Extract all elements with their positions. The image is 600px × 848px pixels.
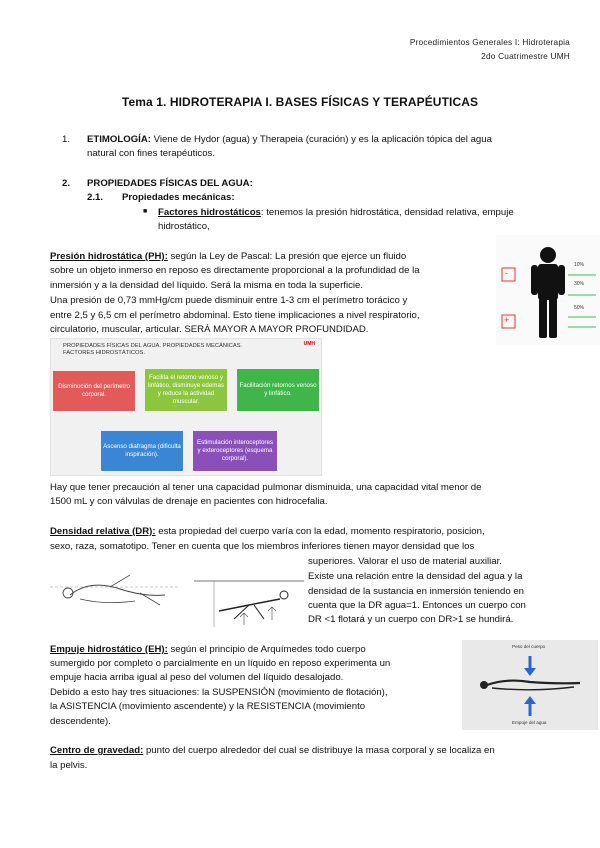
header-course: Procedimientos Generales I: Hidroterapia [409, 37, 570, 47]
slide-tile-3: Facilitación retornos venoso y linfático. [237, 369, 319, 411]
page-title: Tema 1. HIDROTERAPIA I. BASES FÍSICAS Y TERAPÉUTICAS [121, 95, 479, 109]
buoyancy-bottom-label: Empuje del agua [512, 720, 547, 725]
floating-figure-1 [50, 565, 180, 620]
bullet-line-1 [158, 206, 514, 220]
slide-tile-4: Ascenso diafragma (dificulta inspiración). [101, 431, 183, 471]
buoyancy-figure [462, 640, 598, 730]
pressure-label-10: 10% [574, 262, 585, 268]
section-1-text-2: natural con fines terapéuticos. [87, 148, 215, 159]
section-2-1-number: 2.1. [87, 192, 104, 203]
slide-logo: UMH [303, 341, 315, 347]
cg-text-1: punto del cuerpo alrededor del cual se distribuye la masa corporal y se localiza en [143, 745, 495, 756]
ph-line-5: entre 2,5 y 6,5 cm el perímetro abdominal. Esto tiene implicaciones a nivel respiratorio, [50, 310, 420, 321]
hydrostatic-slide [50, 338, 322, 476]
person-silhouette-icon [496, 235, 600, 345]
dr-line-6: cuenta que la DR agua=1. Entonces un cuerpo con [308, 600, 526, 611]
bullet-text-2: hidrostático, [158, 221, 210, 232]
section-2-number: 2. [62, 178, 71, 189]
slide-title-1: PROPIEDADES FÍSICAS DEL AGUA. PROPIEDADES MECÁNICAS. [63, 343, 243, 349]
ph-label: Presión hidrostática (PH): [50, 251, 168, 262]
bullet-text-1: : tenemos la presión hidrostática, densidad relativa, empuje [260, 207, 514, 218]
ph-caution-line-1: Hay que tener precaución al tener una capacidad pulmonar disminuida, una capacidad vital menor de [50, 482, 482, 493]
ph-text-1: según la Ley de Pascal: La presión que ejerce un fluido [167, 251, 407, 262]
slide-tile-1: Disminución del perímetro corporal. [53, 371, 135, 411]
buoyancy-diagram-icon [462, 640, 598, 730]
dr-line-3: superiores. Valorar el uso de material auxiliar. [308, 556, 502, 567]
pressure-figure [496, 235, 600, 345]
section-1-line-1 [87, 133, 571, 147]
floating-person-icon [50, 565, 180, 620]
section-2-label: PROPIEDADES FÍSICAS DEL AGUA: [87, 178, 253, 189]
dr-line-2: sexo, raza, somatotipo. Tener en cuenta que los miembros inferiores tienen mayor densidad que los [50, 541, 475, 552]
eh-text-1: según el principio de Arquímedes todo cuerpo [167, 644, 366, 655]
slide-tile-5: Estimulación interoceptores y exteroceptores (esquema corporal). [193, 431, 277, 471]
eh-line-3: empuje hacia arriba igual al peso del volumen del líquido desalojado. [50, 672, 344, 683]
buoyancy-top-label: Peso del cuerpo [512, 644, 546, 649]
eh-label: Empuje hidrostático (EH): [50, 644, 168, 655]
floating-figure-2 [194, 575, 304, 631]
bullet-label: Factores hidrostáticos [158, 207, 261, 218]
dr-text-1: esta propiedad del cuerpo varía con la edad, momento respiratorio, posicion, [155, 526, 485, 537]
eh-line-1 [50, 643, 450, 657]
pressure-label-50: 50% [574, 305, 585, 311]
ph-line-4: Una presión de 0,73 mmHg/cm puede disminuir entre 1-3 cm el perímetro torácico y [50, 295, 408, 306]
sinking-person-icon [194, 575, 304, 631]
dr-line-4: Existe una relación entre la densidad del agua y la [308, 571, 523, 582]
section-1-text-1: Viene de Hydor (agua) y Therapeia (curación) y es la aplicación tópica del agua [150, 134, 492, 145]
minus-sign: - [505, 268, 508, 278]
dr-line-7: DR <1 flotará y un cuerpo con DR>1 se hundirá. [308, 614, 514, 625]
slide-tile-2: Facilita el retorno venoso y linfático, disminuye edemas y reduce la actividad muscular. [145, 369, 227, 411]
pressure-label-30: 30% [574, 281, 585, 287]
cg-line-2: la pelvis. [50, 760, 88, 771]
dr-line-1 [50, 525, 570, 539]
header-term: 2do Cuatrimestre UMH [481, 51, 570, 61]
ph-line-1 [50, 250, 488, 264]
eh-line-6: descendente). [50, 716, 111, 727]
cg-line-1 [50, 744, 570, 758]
ph-line-6: circulatorio, muscular, articular. SERÁ MAYOR A MAYOR PROFUNDIDAD. [50, 324, 369, 335]
bullet-icon: ■ [143, 208, 148, 215]
cg-label: Centro de gravedad: [50, 745, 144, 756]
ph-line-3: inmersión y a la densidad del líquido. Será la misma en toda la superficie. [50, 280, 364, 291]
eh-line-2: sumergido por completo o parcialmente en un líquido en reposo experimenta un [50, 658, 391, 669]
dr-label: Densidad relativa (DR): [50, 526, 156, 537]
slide-title-2: FACTORES HIDROSTÁTICOS. [63, 350, 146, 356]
section-1-number: 1. [62, 134, 71, 145]
dr-line-5: densidad de la sustancia en inmersión teniendo en [308, 586, 525, 597]
plus-sign: + [504, 315, 510, 325]
ph-line-2: sobre un objeto inmerso en reposo es directamente proporcional a la profundidad de la [50, 265, 420, 276]
ph-caution-line-2: 1500 mL y con válvulas de drenaje en pacientes con hidrocefalia. [50, 496, 328, 507]
section-1-label: ETIMOLOGÍA: [87, 134, 151, 145]
eh-line-5: la ASISTENCIA (movimiento ascendente) y la RESISTENCIA (movimiento [50, 701, 366, 712]
eh-line-4: Debido a esto hay tres situaciones: la SUSPENSIÓN (movimiento de flotación), [50, 687, 388, 698]
section-2-1-label: Propiedades mecánicas: [122, 192, 235, 203]
